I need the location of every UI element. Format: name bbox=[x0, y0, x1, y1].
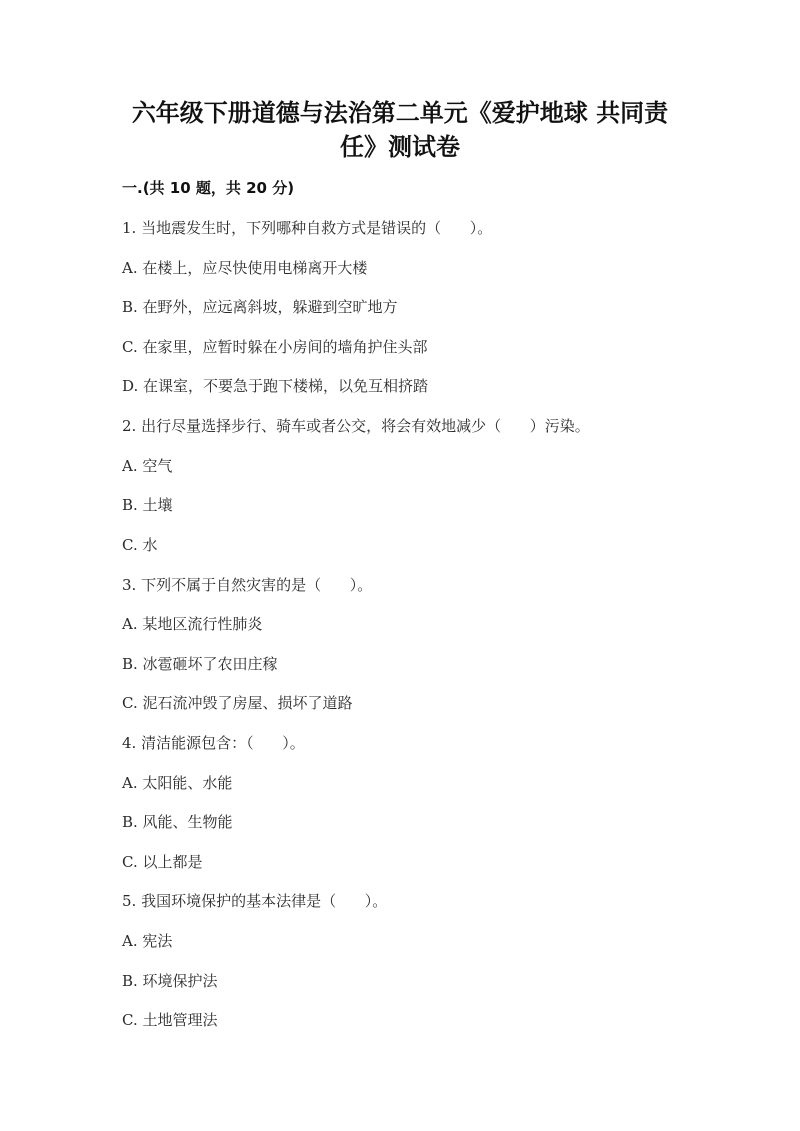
section-heading: 一.(共 10 题，共 20 分) bbox=[122, 179, 295, 197]
question-5-stem: 5. 我国环境保护的基本法律是（ ）。 bbox=[122, 892, 388, 910]
question-3-option-c: C. 泥石流冲毁了房屋、损坏了道路 bbox=[122, 694, 353, 712]
question-1-option-c: C. 在家里，应暂时躲在小房间的墙角护住头部 bbox=[122, 338, 428, 356]
question-1-option-a: A. 在楼上，应尽快使用电梯离开大楼 bbox=[122, 259, 368, 277]
question-2-option-a: A. 空气 bbox=[122, 457, 173, 475]
question-2-option-c: C. 水 bbox=[122, 536, 158, 554]
question-3-option-a: A. 某地区流行性肺炎 bbox=[122, 615, 263, 633]
question-3-stem: 3. 下列不属于自然灾害的是（ ）。 bbox=[122, 576, 373, 594]
question-4-option-a: A. 太阳能、水能 bbox=[122, 774, 233, 792]
exam-title-line-2: 任》测试卷 bbox=[340, 133, 460, 161]
question-5-option-b: B. 环境保护法 bbox=[122, 972, 218, 990]
question-4-option-c: C. 以上都是 bbox=[122, 853, 203, 871]
question-3-option-b: B. 冰雹砸坏了农田庄稼 bbox=[122, 655, 278, 673]
exam-title-line-1: 六年级下册道德与法治第二单元《爱护地球 共同责 bbox=[131, 99, 669, 127]
question-2-stem: 2. 出行尽量选择步行、骑车或者公交，将会有效地减少（ ）污染。 bbox=[122, 417, 590, 435]
question-5-option-c: C. 土地管理法 bbox=[122, 1011, 218, 1029]
question-1-option-d: D. 在课室，不要急于跑下楼梯，以免互相挤踏 bbox=[122, 377, 429, 395]
question-1-stem: 1. 当地震发生时，下列哪种自救方式是错误的（ ）。 bbox=[122, 219, 493, 237]
question-1-option-b: B. 在野外，应远离斜坡，躲避到空旷地方 bbox=[122, 298, 398, 316]
question-2-option-b: B. 土壤 bbox=[122, 496, 173, 514]
question-4-option-b: B. 风能、生物能 bbox=[122, 813, 233, 831]
question-4-stem: 4. 清洁能源包含：（ ）。 bbox=[122, 734, 305, 752]
question-5-option-a: A. 宪法 bbox=[122, 932, 173, 950]
